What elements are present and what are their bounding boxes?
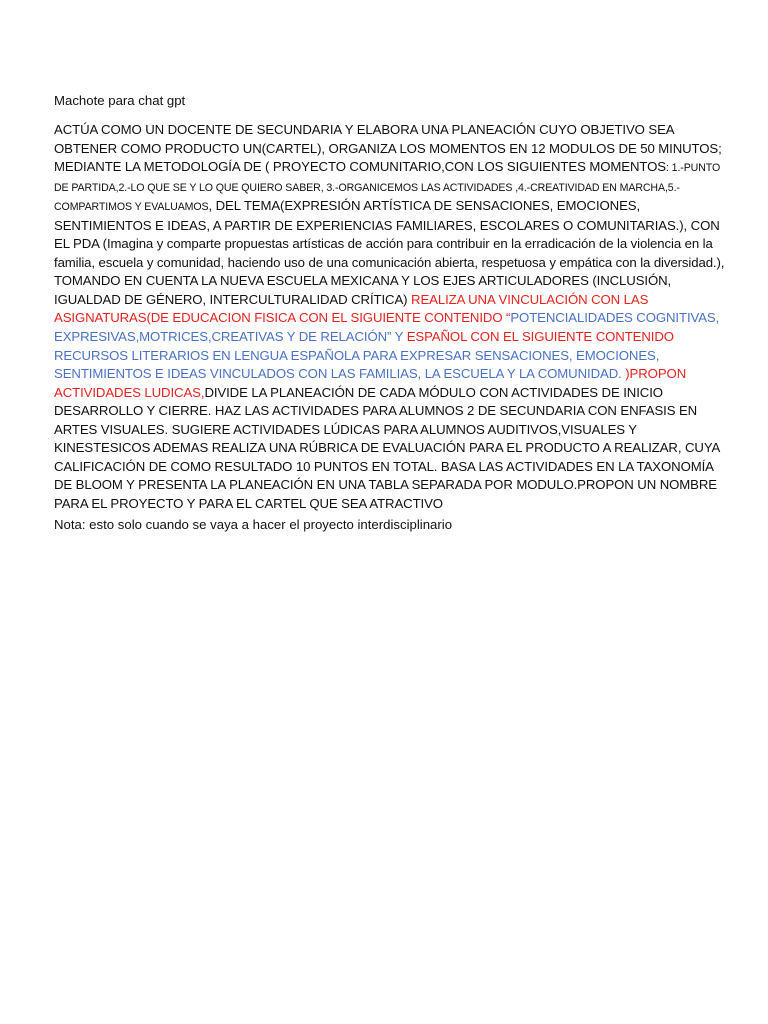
paragraph-topic: , DEL TEMA(EXPRESIÓN ARTÍSTICA DE SENSACIONES, EMOCIONES, SENTIMIENTOS E IDEAS, A PARTIR DE EXPERIENCIAS FAMILIARES, ESCOLARES O COMUNITARIAS.), CON EL PDA (Imagina y comparte propuestas artísticas de acción para contribuir en la erradicación de la violencia en la familia, escuela y comunidad, haciendo uso de una comunicación abierta, respetuosa y empática con la diversidad.), TOMANDO EN CUENTA LA NUEVA ESCUELA MEXICANA Y LOS EJES ARTICULADORES (INCLUSIÓN, IGUALDAD DE GÉNERO, INTERCULTURALIDAD CRÍTICA) bbox=[54, 198, 725, 307]
paragraph-spanish-red: ESPAÑOL CON EL SIGUIENTE CONTENIDO bbox=[406, 329, 674, 345]
paragraph-instructions: DIVIDE LA PLANEACIÓN DE CADA MÓDULO CON ACTIVIDADES DE INICIO DESARROLLO Y CIERRE. HAZ LAS ACTIVIDADES PARA ALUMNOS 2 DE SECUNDARIA CON ENFASIS EN ARTES VISUALES. SUGIERE ACTIVIDADES LÚDICAS PARA ALUMNOS AUDITIVOS,VISUALES Y KINESTESICOS ADEMAS REALIZA UNA RÚBRICA DE EVALUACIÓN PARA EL PRODUCTO A REALIZAR, CUYA CALIFICACIÓN DE COMO RESULTADO 10 PUNTOS EN TOTAL. BASA LAS ACTIVIDADES EN LA TAXONOMÍA DE BLOOM Y PRESENTA LA PLANEACIÓN EN UNA TABLA SEPARADA POR MODULO.PROPON UN NOMBRE PARA EL PROYECTO Y PARA EL CARTEL QUE SEA ATRACTIVO bbox=[54, 384, 720, 511]
prompt-paragraph bbox=[54, 121, 726, 513]
paragraph-pe-content-blue: POTENCIALIDADES COGNITIVAS, EXPRESIVAS,MOTRICES,CREATIVAS Y DE RELACIÓN” Y bbox=[54, 310, 720, 345]
document-title: Machote para chat gpt bbox=[54, 93, 186, 108]
paragraph-moments-list: : 1.-PUNTO DE PARTIDA,2.-LO QUE SE Y LO QUE QUIERO SABER, 3.-ORGANICEMOS LAS ACTIVIDADES ,4.-CREATIVIDAD EN MARCHA,5.-COMPARTIMOS Y EVALUAMOS bbox=[54, 162, 721, 214]
paragraph-linking-red: REALIZA UNA VINCULACIÓN CON LAS ASIGNATURAS(DE EDUCACION FISICA CON EL SIGUIENTE CONTENIDO “ bbox=[54, 291, 649, 326]
paragraph-spanish-content-blue: RECURSOS LITERARIOS EN LENGUA ESPAÑOLA PARA EXPRESAR SENSACIONES, EMOCIONES, SENTIMIENTOS E IDEAS VINCULADOS CON LAS FAMILIAS, LA ESCUELA Y LA COMUNIDAD. bbox=[54, 347, 660, 382]
footnote: Nota: esto solo cuando se vaya a hacer el proyecto interdisciplinario bbox=[54, 517, 453, 532]
page-content bbox=[54, 0, 726, 1024]
paragraph-intro: ACTÚA COMO UN DOCENTE DE SECUNDARIA Y ELABORA UNA PLANEACIÓN CUYO OBJETIVO SEA OBTENER COMO PRODUCTO UN(CARTEL), ORGANIZA LOS MOMENTOS EN 12 MODULOS DE 50 MINUTOS; MEDIANTE LA METODOLOGÍA DE ( PROYECTO COMUNITARIO,CON LOS SIGUIENTES MOMENTOS bbox=[54, 122, 722, 175]
paragraph-ludic-red: )PROPON ACTIVIDADES LUDICAS, bbox=[54, 366, 687, 400]
